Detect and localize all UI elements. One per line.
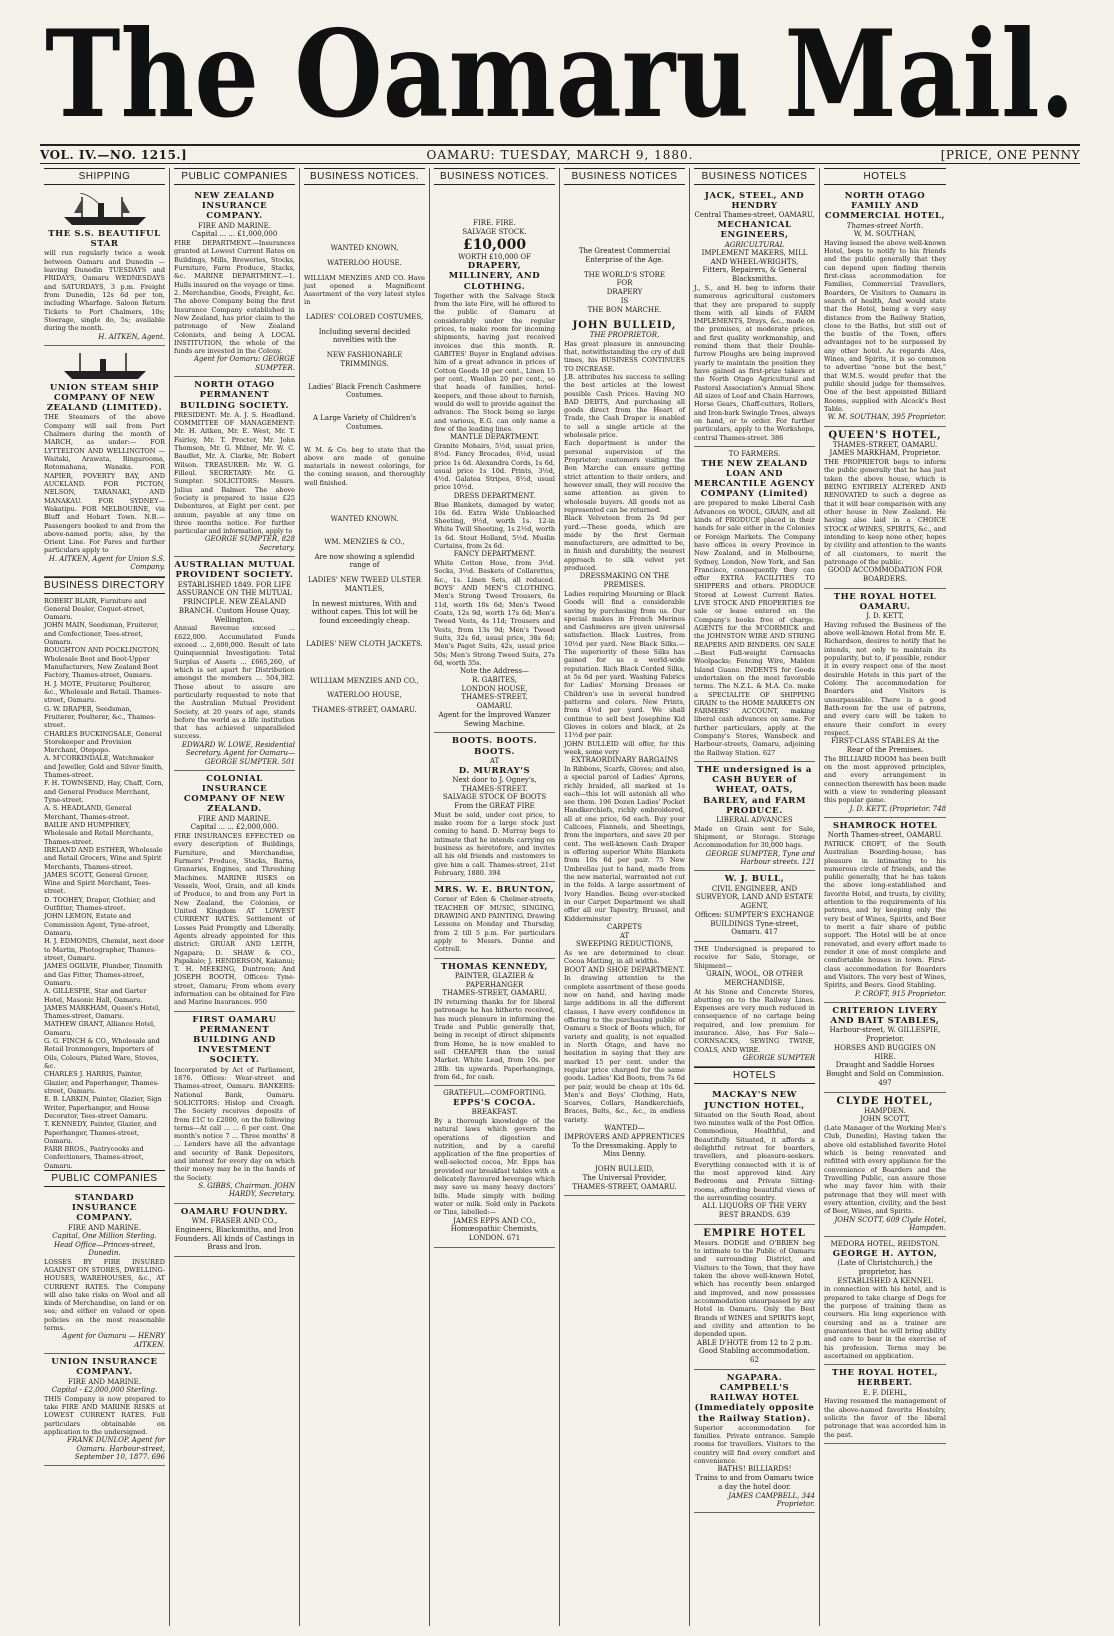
- ad-body: Must be sold, under cost price, to make room for a large stock just coming to hand. D. Murray begs to intimate that he intends carrying on business as heretofore, and invites all his old friends and customers to give him a call. Thames-street, 21st February, 1880. 394: [434, 810, 555, 877]
- ad-section: FANCY DEPARTMENT.: [453, 550, 536, 559]
- ad-title: THE undersigned is a CASH BUYER of WHEAT, OATS, BARLEY, and FARM PRODUCE.: [697, 765, 812, 816]
- ad-body: FIRE INSURANCES EFFECTED on every description of Buildings, Furniture, and Merchandise, Farmers' Produce, Stacks, Barns, Granaries, Engines, and Threshing Machines. MARINE RISKS on Vessels, Wool, Grain, and all kinds of Produce, to and from any Port in New Zealand, the Colonies, or United Kingdom AT LOWEST CURRENT RATES. Settlement of Losses Paid Promptly and Liberally. Agents already appointed for this district: GRUAR AND LEITH, Ngapara; D. SHAW & CO., Papakaio; J. HENDERSON, Kakanui; T. H. MEEKING, Duntroon; And JOSEPH BOOTH, Offices: Tyne-street, Oamaru; From whom every information can be obtained for Fire and Marine Insurances. 950: [174, 832, 295, 1007]
- steamship-icon: [60, 351, 150, 381]
- ad-subtitle: THE PROPRIETOR,: [589, 331, 660, 340]
- ad-jack-steel-hendry: [694, 188, 815, 447]
- ad-body: Having leased the above well-known Hotel, begs to notify to his friends and the public generally that they can depend upon finding therein first-class accommodation for Families, Commercial Travellers, Boarders, Or Visitors to Oamaru in search of health, And would state that the Hotel, being a very easy distance from the Railway Station, close to the Baths, but still out of the bustle of the Town, offers advantages not to be surpassed by any other hotel. As regards Ales, Wines, and Spirits, it is so common to advertise "none but the best," that W.M.S. would prefer that the public should judge for themselves. One of the best appointed Billiard Rooms, supplied with Alcock's Best Table.: [824, 238, 946, 413]
- ad-heading: WANTED—: [604, 1124, 645, 1133]
- ad-section: BOOT AND SHOE DEPARTMENT.: [564, 965, 685, 974]
- volume-number: VOL. IV.—NO. 1215.]: [40, 148, 188, 162]
- ad-signature: OAMARU.: [476, 702, 513, 711]
- ad-body: Messrs. DODGE and O'BRIEN beg to intimate to the Public of Oamaru and surrounding District, and Visitors to the Town, that they have taken the above well-known Hotel, which has recently been enlarged and improved, and now possesses accommodation unsurpassed by any Hotel in Oamaru. Only the Best Brands of WINES and SPIRITS kept, and civility and attention to be depended upon.: [694, 1238, 815, 1339]
- ad-body: Corner of Eden & Chelmer-streets, TEACHER OF MUSIC, SINGING, DRAWING AND PAINTING. Drawing Lessons on Monday and Thursday, from 2 till 5 p.m. For particulars apply to Messrs. Dunne and Cottrell.: [434, 895, 555, 954]
- directory-entry: D. TOOHEY, Draper, Clothier, and Outfitter, Thames-street.: [44, 895, 156, 913]
- ad-section: EXTRAORDINARY BARGAINS: [570, 756, 679, 765]
- ad-sumpter-cash-buyer: [694, 762, 815, 871]
- ad-body: Together with the Salvage Stock from the late Fire, will be offered to the public of Oamaru at considerably under the regular prices, to make room for incoming shipments, having just received invoices due this month. R. GABITES' Buyer in England advises him of a great advance in prices of Cotton Goods 10 per cent., Linen 15 per cent., Woollen 20 per cent., so that heads of families, hotel-keepers, and those about to furnish, would do well to provide against the advance. The Stock being so large and various, E.G. can only name a few of the leading lines.: [434, 291, 555, 433]
- ad-title: THE ROYAL HOTEL, HERBERT.: [831, 1368, 939, 1389]
- ad-signature: P. CROFT, 915 Proprietor.: [855, 989, 946, 998]
- ad-body: Blue Blankets, damaged by water, 10s 6d. Extra Wide Unbleached Sheeting, 9½d, worth 1s. 12-in White Twill Sheeting, 1s 2½d, worth 1s 6d. Stout Holland, 5½d. Muslin Curtains, from 2s 6d.: [434, 500, 555, 551]
- ad-title: THE NEW ZEALAND LOAN AND MERCANTILE AGENCY COMPANY (Limited): [694, 458, 815, 500]
- ad-body: in connection with his hotel, and is prepared to take charge of Dogs for the purpose of training them as coursers. His long experience with coursing and as a trainer are guarantees that he will bring ability and care to bear in the exercise of his profession. Terms may be ascertained on application.: [824, 1285, 946, 1360]
- ad-subtitle: PAINTER, GLAZIER & PAPERHANGER: [454, 971, 535, 989]
- ad-subtitle: FIRE AND MARINE.: [68, 1223, 141, 1232]
- ad-body: (Late Manager of the Working Men's Club, Dunedin), Having taken the above old established favorite Hotel which is being renovated and refitted with every appliance for the convenience of Boarders and the Travelling Public, can assure those who may favor him with their patronage that they will meet with every attention, civility, and the best of Beer, Wines, and Spirits.: [824, 1124, 946, 1216]
- ad-body: By a thorough knowledge of the natural laws which govern the operations of digestion and nutrition, and by a careful application of the fine properties of well-selected cocoa, Mr. Epps has provided our breakfast tables with a delicately flavoured beverage which may save us many heavy doctors' bills. Made simply with boiling water or milk. Sold only in Packets or Tins, labelled:—: [434, 1116, 555, 1217]
- ad-subtitle: JAMES MARKHAM, Proprietor.: [829, 449, 941, 458]
- ad-subtitle: ALL LIQUORS OF THE VERY BEST BRANDS. 639: [702, 1202, 807, 1219]
- ad-heading: WM. MENZIES & CO.,: [324, 537, 405, 546]
- ad-body: Annual Revenue exceed ... £622,000. Accumulated Funds exceed ... 2,600,000. Result of late Quinquennial Investigation: Total Surplus of Assets ... £665,260, of which is set apart for Distribution amongst the members ... 504,382. Those about to assure are particularly requested to note that the Australian Mutual Provident Society, at 20 years of age, stands before the world as a life institution that has achieved unparalleled success.: [174, 624, 295, 741]
- ad-subtitle: CIVIL ENGINEER, AND SURVEYOR, LAND AND ESTATE AGENT,: [695, 884, 814, 911]
- ad-subtitle: FIRE AND MARINE.: [198, 814, 271, 823]
- ad-subtitle: AGRICULTURAL: [724, 240, 785, 249]
- directory-entry: JOHN MAIN, Seedsman, Fruiterer, and Confectioner, Tees-street, Oamaru.: [44, 621, 159, 647]
- section-heading-hotels: HOTELS: [824, 168, 946, 185]
- ad-heading: SALVAGE STOCK.: [462, 227, 527, 236]
- ad-signature: S. GIBBS, Chairman. JOHN HARDY, Secretary.: [198, 1182, 295, 1199]
- directory-entry: JOHN LEMON, Estate and Commission Agent, Tyne-street, Oamaru.: [44, 912, 150, 938]
- ad-title: JACK, STEEL, AND HENDRY: [704, 191, 805, 212]
- ad-body: JOHN BULLEID will offer, for this week, some very: [564, 739, 685, 756]
- directory-entry: E. B. LARKIN, Painter, Glazier, Sign Writer, Paperhanger, and House Decorator, Tees-street Oamaru.: [44, 1095, 162, 1120]
- ad-signature: The Universal Provider,: [582, 1173, 667, 1182]
- ad-heading: HORSES AND BUGGIES ON HIRE.: [833, 1043, 937, 1061]
- ad-kennedy: [434, 959, 555, 1087]
- ad-signature: H. AITKEN, Agent for Union S.S. Company.: [48, 554, 165, 572]
- ad-heading: THE BON MARCHE.: [587, 305, 662, 314]
- ad-title: NEW ZEALAND INSURANCE COMPANY.: [194, 191, 275, 222]
- ad-body: are prepared to make Liberal Cash Advances on WOOL, GRAIN, and all kinds of PRODUCE placed in their hands for sale either in the Colonies or Foreign Markets. The Company have offices in every Province in New Zealand, and in Melbourne, Sydney, London, New York, and San Francisco, consequently they can offer EXTRA FACILITIES TO SHIPPERS and others. PRODUCE Stored at Lowest Current Rates. LIVE STOCK AND PROPERTIES for sale or lease entered on the Company's books free of charge. AGENTS for the M'CORMICK and the JOHNSTON WIRE AND STRING REAPERS AND BINDERS. ON SALE—Best Full-weight Cornsacks Woolpacks; Fencing Wire, Malden Island Guano. INDENTS for Goods undertaken on the most favorable terms. The N.Z.L. & M.A. Co. make a SPECIALITE OF SHIPPING GRAIN to the HOME MARKETS ON FARMERS' ACCOUNT, making liberal cash advances on same. For further particulars, apply at the Company's Stores, Wansbeck and Harbour-streets, Oamaru, adjoining the Railway Station. 627: [694, 499, 815, 757]
- ad-body: Black Velveteen from 2s 9d per yard.—These goods, which are made by the first German manufacturers, are admitted to be, in finish and durability, the nearest approach to silk velvet yet produced.: [564, 514, 685, 573]
- column-1: [40, 168, 170, 1626]
- ad-heading: GRAIN, WOOL, OR OTHER MERCHANDISE,: [706, 970, 803, 987]
- ad-item: NEW FASHIONABLE TRIMMINGS.: [326, 351, 403, 368]
- ad-title: MRS. W. E. BRUNTON,: [434, 885, 555, 896]
- ad-body: Made on Grain sent for Sale, Shipment, or Storage. Storage Accommodation for 30,000 bags.: [694, 824, 815, 850]
- ad-body: In drawing attention to the complete assortment of these goods now on hand, and having made large additions in all the different classes, I have every confidence in offering to the purchasing public of Oamaru a Stock of Boots which, for variety and quality, is not equalled in North Otago, and have no hesitation in saying that they are marked 15 per cent. under the regular price charged for the same goods. Ladies' Kid Boots, from 7s 6d per pair, would be cheap at 10s 6d. Men's and Boys' Clothing, Hats, Scarves, Collars, Handkerchiefs, Braces, Belts, &c., &c., in endless variety.: [564, 974, 685, 1124]
- ad-signature: THAMES-STREET,: [461, 693, 528, 702]
- ad-subtitle: The Greatest Commercial Enterprise of the Age.: [578, 247, 671, 264]
- section-heading-shipping: SHIPPING: [44, 168, 165, 185]
- ad-sumpter-grain: [694, 942, 815, 1067]
- ad-body: Situated on the South Road, about two minutes walk of the Post Office. Commodious, Healthful, and Beautifully Situated, it affords a delightful retreat for boarders, travellers, and pleasure-seekers. Everything connected with it is of the most approved kind. Airy Bedrooms and Private Sitting-rooms, affording beautiful views of the surrounding country.: [694, 1110, 815, 1202]
- ad-royal-hotel-herbert: [824, 1365, 946, 1444]
- ad-title: NORTH OTAGO PERMANENT BUILDING SOCIETY.: [179, 380, 290, 411]
- ad-nz-loan-mercantile: [694, 447, 815, 762]
- ad-subtitle: FIRE AND MARINE.: [68, 1377, 141, 1386]
- ad-heading: WANTED KNOWN.: [330, 515, 399, 524]
- ad-subtitle: GOOD ACCOMMODATION FOR BOARDERS.: [827, 566, 943, 583]
- ad-body: Having resumed the management of the above-named favorite Hostelry, solicits the favor of the liberal patronage that was accorded him in the past.: [824, 1397, 946, 1439]
- ad-body: WM. FRASER AND CO., Engineers, Blacksmiths, and Iron Founders. All kinds of Castings in Brass and Iron.: [174, 1217, 295, 1252]
- column-7: [820, 168, 950, 1626]
- ad-nz-insurance: [174, 188, 295, 377]
- ad-first-oamaru-building-society: [174, 1012, 295, 1204]
- ad-title: AUSTRALIAN MUTUAL PROVIDENT SOCIETY.: [174, 560, 295, 581]
- directory-entry: G. W. DRAPER, Seedsman, Fruiterer, Poulterer, &c., Thames-street.: [44, 704, 156, 730]
- directory-entry: ROUGHTON AND POCKLINGTON, Wholesale Boot and Boot-Upper Manufacturers, New Zealand Boot Factory, Thames-street, Oamaru.: [44, 646, 160, 680]
- ad-north-otago-building-society: [174, 377, 295, 557]
- ad-epps-cocoa: [434, 1086, 555, 1248]
- ad-title: DRAPERY, MILLINERY, AND CLOTHING.: [448, 261, 541, 292]
- ad-title: CLYDE HOTEL,: [836, 1095, 934, 1107]
- column-3: [300, 168, 430, 1626]
- ad-title: THE ROYAL HOTEL OAMARU.: [833, 591, 937, 612]
- directory-entry: CHARLES J. HARRIS, Painter, Glazier, and Paperhanger, Thames-street, Oamaru.: [44, 1070, 160, 1095]
- ad-body: J.B. attributes his success to selling the best articles at the lowest possible Cash Prices. Having NO BAD DEBTS, And purchasing all goods direct from the Heart of Trade, the Cash Draper is enabled to sell a single article at the wholesale price.: [564, 372, 685, 440]
- directory-entry: BAILIE AND HUMPHREY, Wholesale and Retail Merchants, Thames-street.: [44, 820, 154, 846]
- ad-body: Granite Mohairs, 5½d, usual price, 8½d. Fancy Brocades, 6½d, usual price 1s 6d. Alexandra Cords, 1s 6d, usual price 1s 10d. Prints, 3½d, 4½d. Galatea Stripes, 8½d, usual price 10½d.: [434, 441, 555, 492]
- directory-entry: IRELAND AND ESTHER, Wholesale and Retail Grocers, Wine and Spirit Merchants, Thames-street.: [44, 845, 163, 871]
- section-heading-business-notices: BUSINESS NOTICES.: [304, 168, 425, 185]
- ad-bull-engineer: [694, 871, 815, 942]
- ad-item: LADIES' COLORED COSTUMES,: [305, 312, 424, 321]
- ad-heading: TO FARMERS.: [728, 449, 781, 458]
- section-heading-public-companies: PUBLIC COMPANIES: [44, 1170, 165, 1187]
- ad-signature: THAMES-STREET, OAMARU.: [312, 706, 417, 715]
- ad-section: DRESSMAKING ON THE PREMISES.: [579, 572, 670, 590]
- ad-body: Are now showing a splendid range of: [314, 552, 415, 570]
- ad-note: Agent for the Improved Wanzer Sewing Machine.: [438, 710, 551, 728]
- column-5: [560, 168, 690, 1626]
- ad-empire-hotel: [694, 1225, 815, 1370]
- column-4: [430, 168, 560, 1626]
- section-heading-hotels: HOTELS: [694, 1067, 815, 1084]
- ad-subtitle: Central Thames-street, OAMARU,: [694, 211, 815, 220]
- ad-signature: GEORGE SUMPTER, 828 Secretary.: [204, 535, 295, 552]
- ad-body: Superior accommodation for families. Private entrance. Sample rooms for travellers. Visitors to the country will find every comfort and convenience.: [694, 1423, 815, 1465]
- ad-criterion-stables: [824, 1003, 946, 1093]
- ad-body: At his Stone and Concrete Stores, abutting on to the Railway Lines. Expenses are very much reduced in consequence of no cartage being required, and low premium for insurance. Also, has For Sale— CORNSACKS, SEWING TWINE, COALS, AND WIRE.: [694, 987, 815, 1054]
- ad-signature: LONDON HOUSE,: [461, 684, 528, 693]
- ad-title: STANDARD INSURANCE COMPANY.: [71, 1193, 138, 1224]
- ad-signature: THAMES-STREET, OAMARU.: [572, 1182, 677, 1191]
- ad-subtitle: AT: [489, 756, 500, 765]
- ad-heading: DRAPERY: [606, 288, 643, 296]
- ad-subtitle: To the Dressmaking. Apply to Miss Denny.: [572, 1141, 677, 1159]
- ad-subtitle: Offices: SUMPTER'S EXCHANGE BUILDINGS Tyne-street, Oamaru. 417: [694, 910, 815, 937]
- ad-heading: LIBERAL ADVANCES: [716, 815, 793, 824]
- ad-signature: JOHN SCOTT, 609 Clyde Hotel, Hampden.: [834, 1215, 946, 1232]
- ad-subtitle: WORTH £10,000 OF: [458, 252, 531, 261]
- ad-amp-society: [174, 557, 295, 771]
- ad-capital: Capital, One Million Sterling. Head Office—Princes-street, Dunedin.: [52, 1232, 157, 1258]
- directory-entry: FARR BROS., Pastrycooks and Confectioners, Thames-street, Oamaru.: [44, 1145, 144, 1170]
- ad-subtitle: JOHN SCOTT,: [860, 1115, 910, 1124]
- ad-title: MACKAY'S NEW JUNCTION HOTEL,: [704, 1090, 805, 1111]
- ad-title: EMPIRE HOTEL: [703, 1227, 806, 1239]
- ad-signature: GEORGE SUMPTER, Tyne and Harbour streets. 121: [705, 849, 815, 867]
- ad-heading: NGAPARA.: [726, 1372, 783, 1383]
- ad-body: The BILLIARD ROOM has been built on the most approved principles, and every arrangement in connection therewith has been made with a view to rendering pleasant this popular game.: [824, 754, 946, 805]
- directory-entry: A. GILLESPIE, Star and Garter Hotel, Masonic Hall, Oamaru.: [44, 987, 147, 1004]
- steamship-icon: [60, 193, 150, 227]
- ad-standard-insurance: [44, 1190, 165, 1354]
- ad-title: FIRST OAMARU PERMANENT BUILDING AND INVESTMENT SOCIETY.: [192, 1014, 277, 1066]
- ad-heading: WATERLOO HOUSE.: [327, 258, 402, 267]
- ad-signature: GEORGE SUMPTER: [742, 1054, 815, 1063]
- directory-entry: H. J. MOTE, Fruiterer, Poulterer, &c., Wholesale and Retail. Thames-street, Oamaru.: [44, 679, 162, 705]
- ad-subtitle: Draught and Saddle Horses Bought and Sold on Commission. 497: [826, 1061, 944, 1087]
- ad-heading: IMPROVERS AND APPRENTICES: [564, 1132, 685, 1141]
- ad-title: GEORGE H. AYTON,: [832, 1249, 938, 1260]
- ad-title: MECHANICAL ENGINEERS,: [717, 220, 792, 241]
- ad-murray-boots: [434, 733, 555, 882]
- ad-body: White Cotton Hose, from 3½d. Socks, 3½d. Baskets of Collarettes, &c., 1s. Linen Sets, all reduced. BOYS' AND MEN'S CLOTHING. Men's Strong Tweed Trousers, 6s 11d, worth 10s 6d; Men's Tweed Coats, 12s 9d, worth 17s 6d; Men's Tweed Vests, 4s 11d; Trousers and Vests, from 13s 9d; Men's Tweed Suits, 32s 6d, usual price, 38s 6d; Men's Paget Suits, 42s, usual price 50s; Men's Strong Tweed Suits, 27s 6d, worth 35s.: [434, 559, 555, 667]
- ad-body: Incorporated by Act of Parliament, 1876. Offices: Wear-street and Thames-street, Oamaru. BANKERS: National Bank, Oamaru. SOLICITORS: Hislop and Creagh. The Society receives deposits of from £1C to £2000, on the following terms—At call ... ... 6 per cent. One month's notice 7 ... Three months' 8 ... Lenders have all the advantage and security of Bank Depositors, and interest for every day on which their money may be in the hands of the Society.: [174, 1065, 295, 1182]
- ad-body: THIS Company is now prepared to take FIRE AND MARINE RISKS at LOWEST CURRENT RATES. Full particulars obtainable on application to the undersigned.: [44, 1394, 165, 1436]
- ad-colonial-insurance: [174, 771, 295, 1012]
- ad-title: CRITERION LIVERY AND BAIT STABLES,: [830, 1005, 940, 1027]
- ad-item: Including several decided novelties with the: [318, 327, 411, 345]
- ad-heading: SWEEPING REDUCTIONS,: [576, 940, 673, 949]
- ad-subtitle: Good Stabling accommodation. 62: [698, 1347, 811, 1364]
- ad-body: THE Undersigned is prepared to receive for Sale, Storage, or Shipment—: [694, 945, 815, 970]
- ad-subtitle: E. F. DIEHL,: [862, 1388, 908, 1397]
- ad-subtitle: FOR: [616, 279, 633, 288]
- ad-body: THE Steamers of the above Company will sail from Port Chalmers during the month of MARCH, as under:— FOR LYTTELTON AND WELLINGTON — Waitaki, Arawata, Ringarooma, Rotomahana, Wanaka. FOR NAPIER, POVERTY BAY, AND AUCKLAND. FOR PICTON, NELSON, TARANAKI, AND MANAKAU. FOR SYDNEY—Wakatipu. FOR MELBOURNE, via Bluff and Hobart Town. N.B.—Passengers booked to and from the above-named ports; also, by the Orient Line. For Fares and further particulars apply to: [44, 413, 165, 555]
- directory-entry: ROBERT BLAIR, Furniture and General Dealer, Coquet-street, Oamaru.: [44, 596, 147, 622]
- ad-subtitle: HAMPDEN.: [864, 1106, 906, 1115]
- ad-queens-hotel: [824, 427, 946, 589]
- dateline: [40, 144, 1080, 164]
- ad-signature: Agent for Oamaru — HENRY AITKEN.: [62, 1332, 165, 1349]
- ad-subtitle: Next door to J. Ogney's, THAMES-STREET.: [452, 775, 537, 793]
- directory-entry: JAMES OGILVIE, Plumber, Tinsmith and Gas Fitter, Thames-street, Oamaru.: [44, 962, 163, 987]
- ad-title: THOMAS KENNEDY,: [440, 961, 549, 972]
- ad-subtitle: W. M. SOUTHAN,: [853, 229, 917, 238]
- ad-heading: WANTED KNOWN,: [330, 244, 399, 252]
- ad-title: CAMPBELL'S RAILWAY HOTEL (Immediately opposite the Railway Station).: [694, 1382, 815, 1424]
- ad-subtitle: SALVAGE STOCK OF BOOTS From the GREAT FIRE: [442, 793, 547, 810]
- newspaper-columns: [40, 168, 1080, 1626]
- ad-item: Ladies' Black French Cashmere Costumes.: [308, 382, 421, 400]
- ad-title: NORTH OTAGO FAMILY AND COMMERCIAL HOTEL,: [824, 191, 946, 222]
- ad-subtitle: THAMES-STREET, OAMARU.: [442, 989, 547, 998]
- ad-title: OAMARU FOUNDRY.: [180, 1206, 289, 1217]
- column-2: [170, 168, 300, 1626]
- ad-subtitle: AT: [619, 931, 630, 940]
- ad-signature: JAMES EPPS AND CO., Homœopathic Chemists, LONDON. 671: [450, 1216, 539, 1243]
- ad-item: In newest mixtures, With and without capes. This lot will be found exceedingly cheap.: [311, 599, 418, 626]
- ad-subtitle: ABLE D'HOTE from 12 to 2 p.m.: [696, 1338, 813, 1347]
- ad-title: D. MURRAY'S: [458, 765, 531, 776]
- ad-amount: £10,000: [462, 236, 527, 253]
- ad-body: LOSSES BY FIRE INSURED AGAINST ON STORES, DWELLING-HOUSES, WAREHOUSES, &c., AT CURRENT RATES. The Company will also take risks on Wool and all kinds of Merchandise, on land or on sea; and either on valued or open policies on the most reasonable terms.: [44, 1257, 165, 1333]
- directory-entry: T. KENNEDY, Painter, Glazier, and Paperhanger, Thames-street, Oamaru.: [44, 1120, 157, 1145]
- ad-subtitle: ESTABLISHED 1849. FOR LIFE ASSURANCE ON THE MUTUAL PRINCIPLE. NEW ZEALAND BRANCH. Custom House Quay, Wellington.: [177, 580, 292, 624]
- ad-body: Has great pleasure in announcing that, notwithstanding the cry of dull times, his BUSINESS CONTINUES TO INCREASE.: [564, 339, 685, 373]
- ad-mackay-hotel: [694, 1087, 815, 1224]
- ad-union-steam-ship: [44, 346, 165, 577]
- ad-subtitle: J. D. KETT,: [866, 612, 904, 621]
- ad-clyde-hotel: [824, 1093, 946, 1238]
- section-heading-public-companies: PUBLIC COMPANIES: [174, 168, 295, 185]
- ad-body: THE PROPRIETOR begs to inform the public generally that he has just taken the above house, which is BEING ENTIRELY ALTERED AND RENOVATED to such a degree as that it will bear comparison with any other house in New Zealand. He having also laid in a CHOICE STOCK of WINES, SPIRITS, &c., and intending to keep none other, hopes by civility and attention to the wants of all customers, to merit the patronage of the public.: [824, 458, 946, 566]
- ad-signature: Agent for Oamaru: GEORGE SUMPTER.: [193, 355, 295, 372]
- section-heading-business-notices: BUSINESS NOTICES: [694, 168, 815, 185]
- ad-subtitle: Thames-street North.: [846, 221, 924, 230]
- directory-entry: A. M'CORKINDALE, Watchmaker and Jeweller, Gold and Silver Smith, Thames-street.: [44, 754, 164, 780]
- ad-beautiful-star: [44, 188, 165, 346]
- ad-heading: FIRE. FIRE.: [473, 219, 516, 227]
- ad-union-insurance: [44, 1354, 165, 1466]
- ad-subtitle: THAMES-STREET, OAMARU.: [832, 440, 938, 449]
- ad-signature: FRANK DUNLOP, Agent for Oamaru. Harbour-street, September 10, 1877. 696: [67, 1436, 165, 1462]
- ad-signature: W. M. SOUTHAN, 395 Proprietor.: [827, 413, 946, 422]
- ad-body: will run regularly twice a week between Oamaru and Dunedin — leaving Dunedin TUESDAYS and FRIDAYS, Oamaru WEDNESDAYS and SATURDAYS, 3 p.m. Freight from Dunedin, 12s 6d per ton, including Wharfage. Saloon Return Tickets to Port Chalmers, 10s; Steerage, single do, 5s; available during the month.: [44, 249, 165, 333]
- ad-section: DRESS DEPARTMENT.: [453, 491, 536, 500]
- ad-signature: R. GABITES,: [472, 675, 517, 684]
- ad-signature: J. D. KETT, (Proprietor. 748: [849, 804, 946, 813]
- directory-entry: H. J. EDMONDS, Chemist, next door to Martin, Photographer, Thames-street, Oamaru.: [44, 937, 165, 962]
- ad-capital: Capital ... ... £1,000,000: [191, 230, 278, 239]
- section-heading-business-notices: BUSINESS NOTICES: [564, 168, 685, 185]
- ad-body: IN returning thanks for for liberal patronage he has hitherto received, has much pleasure in informing the Trade and Public generally that, being in receipt of direct shipments from Home, he is now enabled to sell CHEAPER than the usual Market. White Lead, from 10s. per 28lb. tin upwards. Paperhangings, from 6d., for cash.: [434, 998, 555, 1081]
- ad-capital: Capital ... ... £2,000,000.: [190, 823, 279, 832]
- ad-campbell-hotel: [694, 1370, 815, 1514]
- ad-body: PATRICK CROFT, of the South Australian Boarding-house, has pleasure in intimating to his numerous circle of friends, and the public generally, that he has taken the above long-established and favorite Hotel, and trusts, by civility, attention to the requirements of his patrons, and by keeping only the very best of Wines, Spirits, and Beer to merit a fair share of public support. The Hotel will be at once renovated, and every effort made to render it one of most complete and comfortable houses in town. First-class accommodation for Boarders and Visitors. The very best of Wines, Spirits, and Beers. Good Stabling.: [824, 839, 946, 990]
- ad-medora-hotel: [824, 1237, 946, 1365]
- directory-entry: JAMES MARKHAM, Queen's Hotel, Thames-street, Oamaru.: [44, 1003, 161, 1021]
- ad-north-otago-hotel: [824, 188, 946, 427]
- ad-subtitle: GRATEFUL—COMFORTING.: [443, 1089, 546, 1098]
- ad-title: EPPS'S COCOA.: [453, 1097, 536, 1108]
- issue-date: OAMARU: TUESDAY, MARCH 9, 1880.: [426, 148, 694, 162]
- ad-subtitle: Fitters, Repairers, & General Blacksmiths.: [702, 266, 807, 284]
- ad-body: Each department is under the personal supervision of the Proprietor; customers visiting the Bon Marche can ensure getting strict attention to their orders, and however small, they will receive the same attention as given to wholesale buyers. All goods not as represented can be returned.: [564, 439, 685, 514]
- ad-signature: EDWARD W. LOWE, Residential Secretary. Agent for Oamaru— GEORGE SUMPTER. 501: [181, 740, 295, 766]
- ad-item: A Large Variety of Children's Costumes.: [313, 414, 416, 431]
- issue-price: [PRICE, ONE PENNY: [940, 148, 1080, 162]
- section-heading-business-notices: BUSINESS NOTICES.: [434, 168, 555, 185]
- ad-heading: ESTABLISHED A KENNEL: [837, 1276, 933, 1285]
- ad-title: COLONIAL INSURANCE COMPANY OF NEW ZEALAND.: [183, 773, 286, 815]
- ad-title: QUEEN'S HOTEL,: [828, 429, 942, 441]
- ad-subtitle: (Late of Christchurch,) the proprietor, has: [837, 1259, 933, 1276]
- directory-entry: G. G. FINCH & CO., Wholesale and Retail Ironmongers, Importers of Oils, Colours, Plated Ware, Stoves, &c.: [44, 1037, 160, 1071]
- column-6: [690, 168, 820, 1626]
- ad-title: BOOTS. BOOTS. BOOTS.: [451, 736, 538, 757]
- ad-shamrock-hotel: [824, 818, 946, 1003]
- ad-subtitle: Trains to and from Oamaru twice a day the hotel door.: [695, 1474, 814, 1491]
- masthead-title: The Oamaru Mail.: [45, 8, 1075, 140]
- directory-entry: MATHEW GRANT, Alliance Hotel, Oamaru.: [44, 1020, 156, 1037]
- ad-section: MANTLE DEPARTMENT.: [450, 433, 539, 442]
- ad-subtitle: FIRST-CLASS STABLES At the Rear of the Premises.: [830, 737, 940, 754]
- ad-title: UNION STEAM SHIP COMPANY OF NEW ZEALAND (LIMITED).: [46, 382, 163, 414]
- directory-entry: A. S. HEADLAND, General Merchant, Thames-street.: [44, 804, 132, 821]
- ad-note: Note the Address—: [460, 667, 529, 676]
- ad-body: W. M. & Co. beg to state that the above are made of genuine materials in newest colorings, for the coming season, and thoroughly well finished.: [304, 445, 425, 487]
- ad-signature: WILLIAM MENZIES AND CO.,: [310, 676, 419, 685]
- masthead: [40, 8, 1080, 140]
- ad-signature: JOHN BULLEID,: [595, 1165, 654, 1174]
- masthead-title-graphic: [40, 8, 1080, 140]
- ad-body: As we are determined to clear. Cocoa Matting, in all widths.: [564, 949, 685, 966]
- ad-subtitle: IS: [620, 296, 629, 305]
- ad-item: LADIES' NEW CLOTH JACKETS.: [306, 639, 423, 648]
- ad-royal-hotel-oamaru: [824, 589, 946, 818]
- ad-oamaru-foundry: [174, 1204, 295, 1257]
- directory-entry: JAMES SCOTT, General Grocer, Wine and Spirit Merchant, Tees-street.: [44, 870, 151, 896]
- business-directory-list: [44, 597, 165, 1171]
- ad-title: SHAMROCK HOTEL: [832, 820, 938, 831]
- ad-subtitle: BREAKFAST.: [471, 1108, 518, 1117]
- section-heading-business-directory: BUSINESS DIRECTORY: [44, 577, 165, 594]
- ad-title: UNION INSURANCE COMPANY.: [51, 1357, 158, 1378]
- ad-body: J., S., and H. beg to inform their numerous agricultural customers that they are prepared to supply them with all kinds of FARM IMPLEMENTS, Drays, &c., made on the premises, at moderate prices, and first quality workmanship, and remind them that their Double-furrow Ploughs are being improved yearly to maintain the position they have gained as first-prize takers at the North Otago Agricultural and Pastoral Association's Annual Show. All sizes of Leaf and Chain Harrows, Horse Gears, Chaff-cutters, Rollers, and Iron-bark Swingle Trees, always on hand, or to order. For further particulars, apply to the Workshops, central Thames-street. 386: [694, 283, 815, 442]
- directory-entry: CHARLES BUCKINGSALE, General Storekeeper and Provision Merchant, Otepopo.: [44, 729, 162, 755]
- ad-gabites-fire-sale: [434, 216, 555, 733]
- ad-brunton: [434, 882, 555, 958]
- ad-signature: WATERLOO HOUSE,: [327, 691, 402, 700]
- directory-entry: F. H. TOWNSEND, Hay, Chaff, Corn, and General Produce Merchant, Tyne-street.: [44, 779, 164, 805]
- ad-title: W. J. BULL,: [724, 874, 785, 885]
- ad-body: WILLIAM MENZIES AND CO. Have just opened a Magnificent Assortment of the very latest styles in: [304, 273, 425, 307]
- ad-item: LADIES' NEW TWEED ULSTER MANTLES,: [307, 576, 422, 593]
- ad-subtitle: FIRE AND MARINE.: [198, 221, 271, 230]
- ad-heading: CARPETS: [607, 922, 642, 931]
- ad-heading: THE WORLD'S STORE: [583, 270, 666, 279]
- ad-signature: H. AITKEN, Agent.: [98, 332, 165, 341]
- ad-body: Having refused the Business of the above well-known Hotel from Mr. E. Richardson, desires to notify that he intends, not only to maintain its popularity, but to, if possible, render it in every respect one of the most desirable Hotels in this part of the Colony. The accommodation for Boarders and Visitors is unsurpassable. There is a good Bath-room for the use of patrons, and every care will be taken to ensure their comfort in every respect.: [824, 620, 946, 737]
- ad-subtitle: BATHS! BILLIARDS!: [717, 1465, 792, 1474]
- ad-subtitle: Harbour-street, W. GILLESPIE, Proprietor.: [829, 1026, 941, 1044]
- ad-signature: JAMES CAMPBELL, 344 Proprietor.: [728, 1491, 815, 1508]
- ad-body: In Ribbons, Scarfs, Gloves; and also, a special parcel of Ladies' Aprons, richly braided, all marked at 1s each—this lot will astonish all who see them. 196 Dozen Ladies' Pocket Handkerchiefs, richly embroidered, all at one price, 6d each. Buy your Calicoes, Flannels, and Sheetings, from the importers, and save 20 per cent. The well-known Cash Draper is offering superior White Blankets from 10s 6d per pair. 75 New Umbrellas just to hand, made from the new material, warranted not cut in the folds. A large assortment of Ivory Handles. Being over-stocked in our Carpet Department we shall offer all our Tapestry, Brussel, and Kidderminster: [564, 764, 685, 923]
- ad-bon-marche: [564, 244, 685, 1196]
- ad-subtitle: IMPLEMENT MAKERS, MILL AND WHEEL-WRIGHTS,: [701, 248, 808, 266]
- ad-title: THE S.S. BEAUTIFUL STAR: [48, 229, 161, 250]
- ad-body: Ladies requiring Mourning or Black Goods will find a considerable saving by purchasing from us. Our special makes in French Merinos and Cashmeres are given universal satisfaction. Black Lustres, from 10½d per yard. New Black Silks.—The superiority of these Silks has gained for us a world-wide reputation. Rich Black Corded Silks, at 5s 6d per yard. Washing Fabrics for Ladies' Morning Dresses or Children's use in several hundred patterns and colors. New Prints, from 4½d per yard. We shall continue to sell best Josephine Kid Gloves in colors and black, at 2s 11½d per pair.: [564, 589, 685, 740]
- ad-title: JOHN BULLEID,: [572, 320, 677, 332]
- ad-heading: MEDORA HOTEL, REIDSTON.: [830, 1240, 940, 1249]
- ad-body: PRESIDENT: Mr. A. J. S. Headland. COMMITTEE OF MANAGEMENT: Mr. H. Aitken, Mr. E. West, Mr. T. Fairley, Mr. T. Procter, Mr. John Thomson, Mr. G. Milner, Mr. W. C. Baudlet, Mr. A. Clarke, Mr. Robert Wilson. TREASURER: Mr. W. G. Filleul. SECRETARY: Mr. G. Sumpter. SOLICITORS: Messrs. Julius and Balmer. The above Society is prepared to issue £25 Debentures, at Eight per cent. per annum, payable at any time on three months notice. For further particular and information, apply to: [174, 410, 295, 536]
- ad-capital: Capital - £2,000,000 Sterling.: [51, 1386, 158, 1395]
- ad-body: FIRE DEPARTMENT.—Insurances granted at Lowest Current Rates on Buildings, Mills, Breweries, Stocks, Furniture, Farm Produce, Stacks, &c. MARINE DEPARTMENT.—1. Hulls insured on the voyage or time. 2. Merchandise, Goods, Freight, &c. The above Company being the first Insurance Company established in New Zealand, has prior claim to the patronage of New Zealand Colonists, and being A LOCAL INSTITUTION, the whole of the funds are invested in the Colony.: [174, 239, 295, 356]
- ad-subtitle: North Thames-street, OAMARU.: [827, 831, 943, 840]
